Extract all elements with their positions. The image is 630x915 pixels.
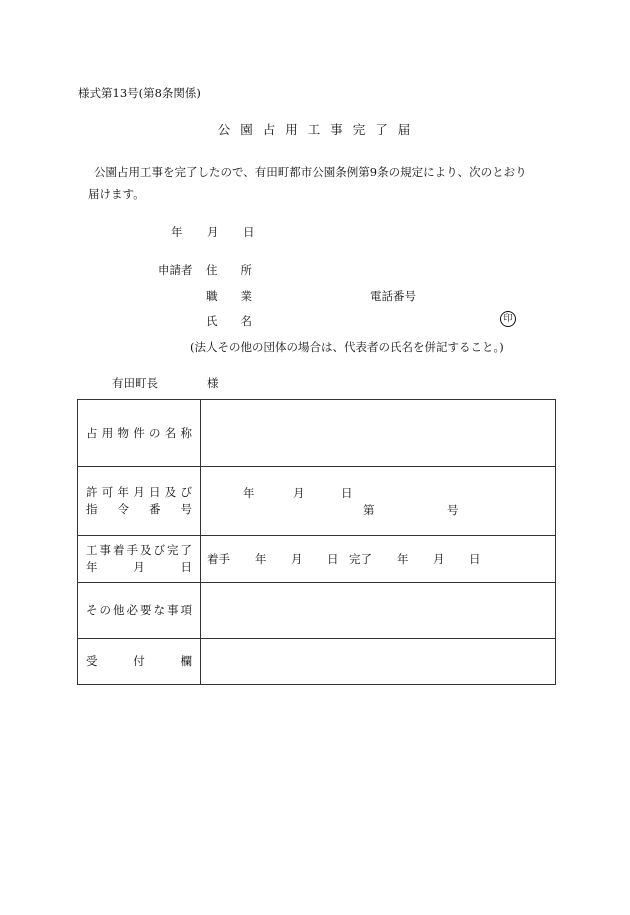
table-row bbox=[78, 467, 556, 536]
table-row bbox=[78, 639, 556, 685]
start-label: 着手 bbox=[207, 552, 230, 566]
permit-year: 年 bbox=[243, 486, 255, 500]
finish-year: 年 bbox=[397, 552, 409, 566]
label-work-start-finish: 工 事 着 手 及 び 完 了 年 月 日 bbox=[78, 536, 201, 583]
name-label: 氏 名 bbox=[206, 314, 252, 328]
occupation-label: 職 業 bbox=[206, 289, 252, 303]
table-row bbox=[78, 583, 556, 639]
date-year-label: 年 bbox=[171, 225, 183, 239]
label-permit-date-number: 許 可 年 月 日 及 び 指 令 番 号 bbox=[78, 467, 201, 536]
label-other-matters: そ の 他 必 要 な 事 項 bbox=[78, 583, 201, 639]
start-day: 日 bbox=[327, 552, 339, 566]
body-line-2: 届けます。 bbox=[88, 187, 145, 201]
label-occupied-object: 占 用 物 件 の 名 称 bbox=[78, 400, 201, 467]
form-table bbox=[77, 399, 556, 685]
applicant-label: 申請者 bbox=[158, 263, 193, 277]
start-year: 年 bbox=[255, 552, 267, 566]
value-work-start-finish[interactable] bbox=[201, 536, 556, 583]
permit-month: 月 bbox=[293, 486, 305, 500]
start-month: 月 bbox=[291, 552, 303, 566]
permit-go: 号 bbox=[447, 503, 459, 517]
permit-day: 日 bbox=[341, 486, 353, 500]
applicant-note: (法人その他の団体の場合は、代表者の氏名を併記すること。) bbox=[190, 340, 504, 354]
phone-label: 電話番号 bbox=[370, 289, 416, 303]
seal-mark: 印 bbox=[500, 311, 516, 327]
mayor-label: 有田町長 bbox=[112, 376, 158, 390]
finish-day: 日 bbox=[469, 552, 481, 566]
label-reception: 受 付 欄 bbox=[78, 639, 201, 685]
value-occupied-object[interactable] bbox=[201, 400, 556, 467]
finish-label: 完了 bbox=[349, 552, 372, 566]
finish-month: 月 bbox=[433, 552, 445, 566]
date-day-label: 日 bbox=[243, 225, 255, 239]
form-number: 様式第13号(第8条関係) bbox=[78, 86, 201, 100]
body-text bbox=[78, 161, 558, 205]
table-row bbox=[78, 400, 556, 467]
permit-dai: 第 bbox=[363, 503, 375, 517]
value-other-matters[interactable] bbox=[201, 583, 556, 639]
address-label: 住 所 bbox=[206, 263, 252, 277]
table-row bbox=[78, 536, 556, 583]
value-reception[interactable] bbox=[201, 639, 556, 685]
date-month-label: 月 bbox=[207, 225, 219, 239]
honorific-label: 様 bbox=[207, 376, 219, 390]
value-permit-date-number[interactable] bbox=[201, 467, 556, 536]
body-line-1: 公園占用工事を完了したので、有田町都市公園条例第9条の規定により、次のとおり bbox=[94, 165, 527, 179]
document-title: 公園占用工事完了届 bbox=[217, 122, 421, 137]
